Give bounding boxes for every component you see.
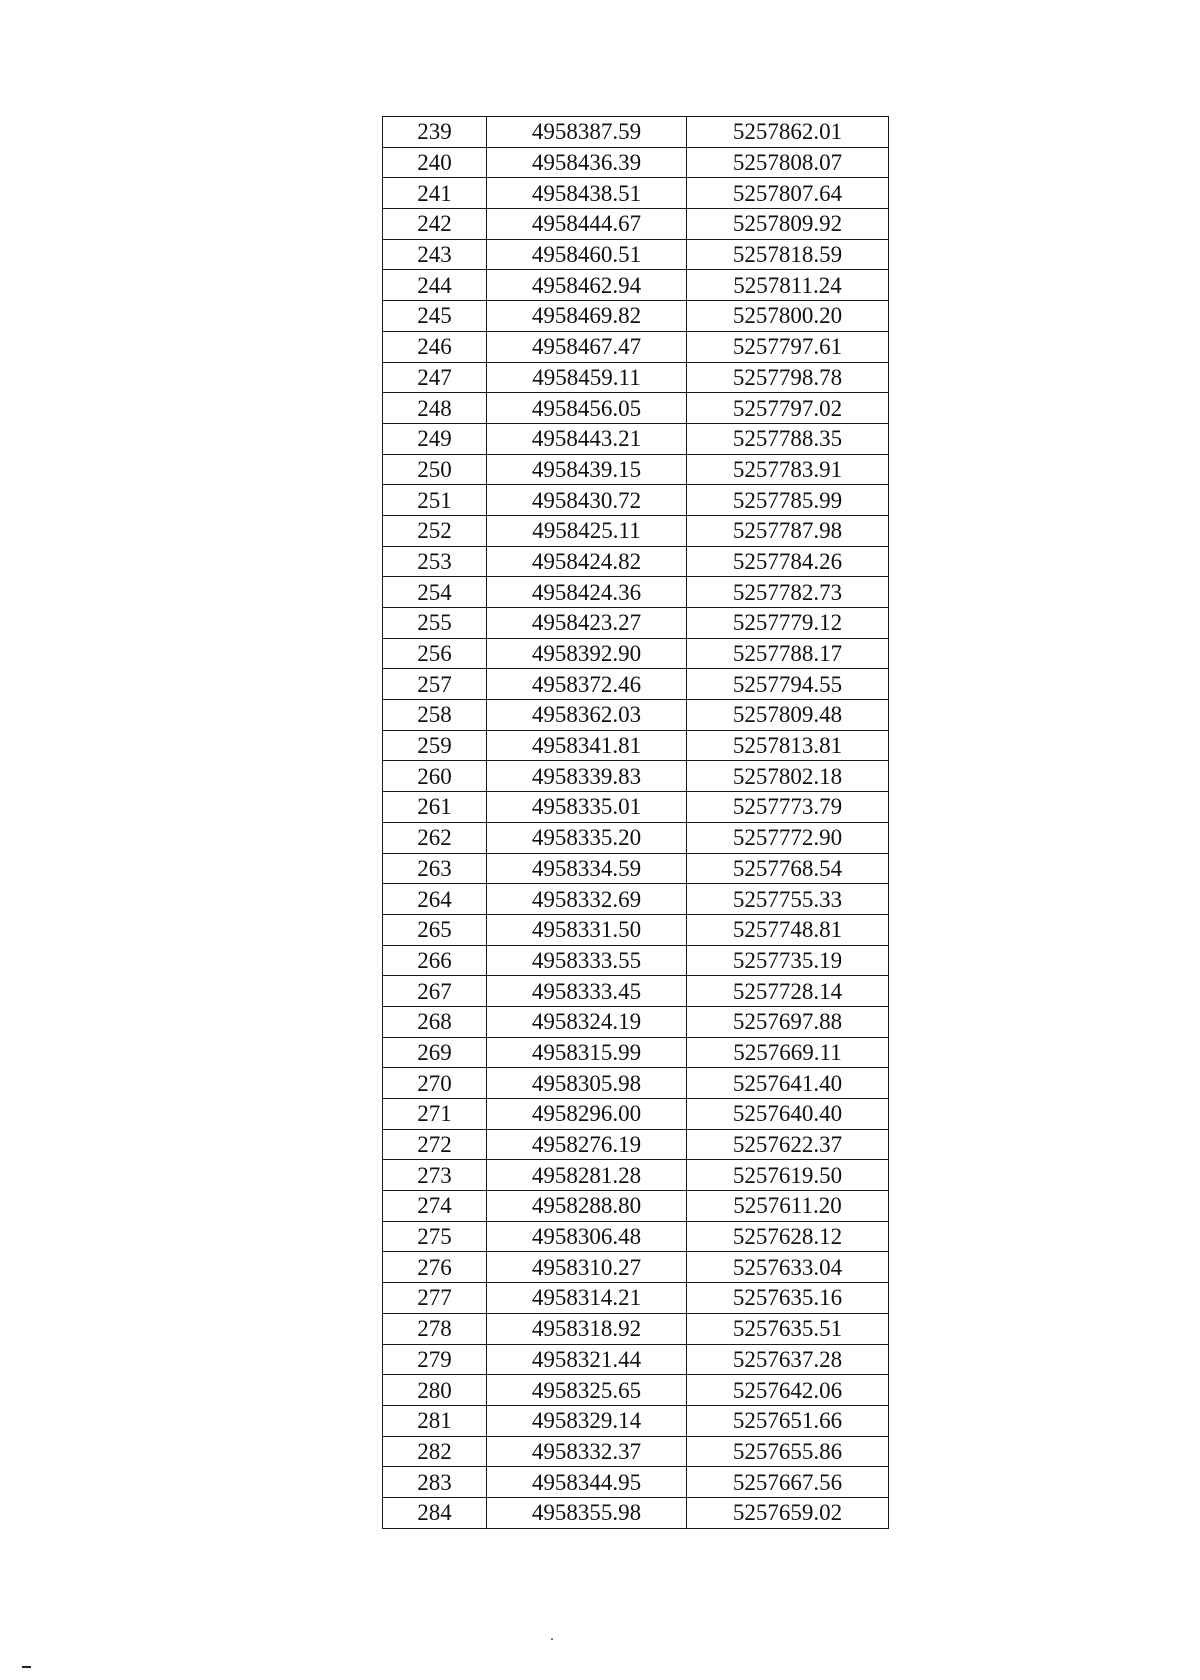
x-coordinate-cell: 4958333.55 (487, 945, 687, 976)
y-coordinate-cell: 5257784.26 (687, 546, 889, 577)
table-row (383, 546, 889, 577)
y-coordinate-cell: 5257640.40 (687, 1099, 889, 1130)
y-coordinate-cell: 5257628.12 (687, 1221, 889, 1252)
x-coordinate-cell: 4958467.47 (487, 331, 687, 362)
table-row (383, 239, 889, 270)
point-number-cell: 263 (383, 853, 487, 884)
point-number-cell: 284 (383, 1497, 487, 1528)
point-number-cell: 256 (383, 638, 487, 669)
point-number-cell: 269 (383, 1037, 487, 1068)
table-row (383, 1375, 889, 1406)
x-coordinate-cell: 4958339.83 (487, 761, 687, 792)
y-coordinate-cell: 5257798.78 (687, 362, 889, 393)
y-coordinate-cell: 5257622.37 (687, 1129, 889, 1160)
x-coordinate-cell: 4958329.14 (487, 1405, 687, 1436)
point-number-cell: 244 (383, 270, 487, 301)
point-number-cell: 270 (383, 1068, 487, 1099)
y-coordinate-cell: 5257813.81 (687, 730, 889, 761)
x-coordinate-cell: 4958334.59 (487, 853, 687, 884)
x-coordinate-cell: 4958314.21 (487, 1283, 687, 1314)
y-coordinate-cell: 5257818.59 (687, 239, 889, 270)
x-coordinate-cell: 4958462.94 (487, 270, 687, 301)
table-row (383, 884, 889, 915)
point-number-cell: 265 (383, 914, 487, 945)
x-coordinate-cell: 4958423.27 (487, 608, 687, 639)
table-row (383, 853, 889, 884)
table-row (383, 945, 889, 976)
table-row (383, 1129, 889, 1160)
point-number-cell: 271 (383, 1099, 487, 1130)
table-row (383, 792, 889, 823)
table-row (383, 423, 889, 454)
x-coordinate-cell: 4958443.21 (487, 423, 687, 454)
point-number-cell: 264 (383, 884, 487, 915)
table-row (383, 1221, 889, 1252)
y-coordinate-cell: 5257802.18 (687, 761, 889, 792)
point-number-cell: 283 (383, 1467, 487, 1498)
y-coordinate-cell: 5257651.66 (687, 1405, 889, 1436)
y-coordinate-cell: 5257800.20 (687, 301, 889, 332)
table-row (383, 485, 889, 516)
x-coordinate-cell: 4958310.27 (487, 1252, 687, 1283)
y-coordinate-cell: 5257669.11 (687, 1037, 889, 1068)
table-row (383, 669, 889, 700)
y-coordinate-cell: 5257788.17 (687, 638, 889, 669)
point-number-cell: 250 (383, 454, 487, 485)
point-number-cell: 246 (383, 331, 487, 362)
y-coordinate-cell: 5257637.28 (687, 1344, 889, 1375)
table-row (383, 1191, 889, 1222)
y-coordinate-cell: 5257794.55 (687, 669, 889, 700)
y-coordinate-cell: 5257619.50 (687, 1160, 889, 1191)
x-coordinate-cell: 4958306.48 (487, 1221, 687, 1252)
x-coordinate-cell: 4958296.00 (487, 1099, 687, 1130)
x-coordinate-cell: 4958439.15 (487, 454, 687, 485)
table-row (383, 976, 889, 1007)
point-number-cell: 252 (383, 515, 487, 546)
y-coordinate-cell: 5257782.73 (687, 577, 889, 608)
x-coordinate-cell: 4958469.82 (487, 301, 687, 332)
point-number-cell: 253 (383, 546, 487, 577)
point-number-cell: 259 (383, 730, 487, 761)
x-coordinate-cell: 4958460.51 (487, 239, 687, 270)
x-coordinate-cell: 4958344.95 (487, 1467, 687, 1498)
y-coordinate-cell: 5257807.64 (687, 178, 889, 209)
y-coordinate-cell: 5257748.81 (687, 914, 889, 945)
x-coordinate-cell: 4958355.98 (487, 1497, 687, 1528)
y-coordinate-cell: 5257728.14 (687, 976, 889, 1007)
x-coordinate-cell: 4958335.01 (487, 792, 687, 823)
table-row (383, 1252, 889, 1283)
table-row (383, 1405, 889, 1436)
page-dot-mark (551, 1638, 553, 1640)
table-row (383, 1099, 889, 1130)
y-coordinate-cell: 5257735.19 (687, 945, 889, 976)
x-coordinate-cell: 4958315.99 (487, 1037, 687, 1068)
y-coordinate-cell: 5257779.12 (687, 608, 889, 639)
y-coordinate-cell: 5257809.48 (687, 700, 889, 731)
x-coordinate-cell: 4958372.46 (487, 669, 687, 700)
x-coordinate-cell: 4958438.51 (487, 178, 687, 209)
table-row (383, 147, 889, 178)
point-number-cell: 257 (383, 669, 487, 700)
table-row (383, 822, 889, 853)
y-coordinate-cell: 5257697.88 (687, 1006, 889, 1037)
table-row (383, 117, 889, 148)
table-row (383, 1068, 889, 1099)
point-number-cell: 258 (383, 700, 487, 731)
table-row (383, 1283, 889, 1314)
table-row (383, 331, 889, 362)
y-coordinate-cell: 5257797.02 (687, 393, 889, 424)
x-coordinate-cell: 4958332.69 (487, 884, 687, 915)
x-coordinate-cell: 4958321.44 (487, 1344, 687, 1375)
table-row (383, 1467, 889, 1498)
table-row (383, 608, 889, 639)
coordinates-table (382, 116, 889, 1529)
x-coordinate-cell: 4958331.50 (487, 914, 687, 945)
x-coordinate-cell: 4958341.81 (487, 730, 687, 761)
y-coordinate-cell: 5257773.79 (687, 792, 889, 823)
x-coordinate-cell: 4958424.36 (487, 577, 687, 608)
y-coordinate-cell: 5257641.40 (687, 1068, 889, 1099)
y-coordinate-cell: 5257785.99 (687, 485, 889, 516)
point-number-cell: 277 (383, 1283, 487, 1314)
page-dash-mark (22, 1666, 31, 1668)
point-number-cell: 278 (383, 1313, 487, 1344)
x-coordinate-cell: 4958288.80 (487, 1191, 687, 1222)
x-coordinate-cell: 4958324.19 (487, 1006, 687, 1037)
point-number-cell: 275 (383, 1221, 487, 1252)
x-coordinate-cell: 4958392.90 (487, 638, 687, 669)
point-number-cell: 243 (383, 239, 487, 270)
table-row (383, 515, 889, 546)
x-coordinate-cell: 4958425.11 (487, 515, 687, 546)
x-coordinate-cell: 4958276.19 (487, 1129, 687, 1160)
y-coordinate-cell: 5257862.01 (687, 117, 889, 148)
x-coordinate-cell: 4958332.37 (487, 1436, 687, 1467)
y-coordinate-cell: 5257768.54 (687, 853, 889, 884)
point-number-cell: 239 (383, 117, 487, 148)
point-number-cell: 267 (383, 976, 487, 1007)
y-coordinate-cell: 5257635.51 (687, 1313, 889, 1344)
x-coordinate-cell: 4958444.67 (487, 209, 687, 240)
y-coordinate-cell: 5257788.35 (687, 423, 889, 454)
point-number-cell: 240 (383, 147, 487, 178)
table-row (383, 1006, 889, 1037)
x-coordinate-cell: 4958333.45 (487, 976, 687, 1007)
point-number-cell: 282 (383, 1436, 487, 1467)
point-number-cell: 241 (383, 178, 487, 209)
table-row (383, 454, 889, 485)
x-coordinate-cell: 4958305.98 (487, 1068, 687, 1099)
table-row (383, 362, 889, 393)
x-coordinate-cell: 4958436.39 (487, 147, 687, 178)
point-number-cell: 281 (383, 1405, 487, 1436)
coordinates-table-body (383, 117, 889, 1529)
point-number-cell: 262 (383, 822, 487, 853)
point-number-cell: 279 (383, 1344, 487, 1375)
table-row (383, 730, 889, 761)
x-coordinate-cell: 4958387.59 (487, 117, 687, 148)
point-number-cell: 266 (383, 945, 487, 976)
table-row (383, 178, 889, 209)
point-number-cell: 251 (383, 485, 487, 516)
y-coordinate-cell: 5257787.98 (687, 515, 889, 546)
x-coordinate-cell: 4958459.11 (487, 362, 687, 393)
x-coordinate-cell: 4958335.20 (487, 822, 687, 853)
y-coordinate-cell: 5257809.92 (687, 209, 889, 240)
x-coordinate-cell: 4958424.82 (487, 546, 687, 577)
point-number-cell: 280 (383, 1375, 487, 1406)
table-row (383, 577, 889, 608)
y-coordinate-cell: 5257755.33 (687, 884, 889, 915)
point-number-cell: 247 (383, 362, 487, 393)
point-number-cell: 272 (383, 1129, 487, 1160)
table-row (383, 914, 889, 945)
point-number-cell: 254 (383, 577, 487, 608)
point-number-cell: 260 (383, 761, 487, 792)
table-row (383, 209, 889, 240)
table-row (383, 638, 889, 669)
x-coordinate-cell: 4958430.72 (487, 485, 687, 516)
point-number-cell: 248 (383, 393, 487, 424)
table-row (383, 1313, 889, 1344)
point-number-cell: 276 (383, 1252, 487, 1283)
y-coordinate-cell: 5257655.86 (687, 1436, 889, 1467)
x-coordinate-cell: 4958325.65 (487, 1375, 687, 1406)
y-coordinate-cell: 5257808.07 (687, 147, 889, 178)
y-coordinate-cell: 5257633.04 (687, 1252, 889, 1283)
y-coordinate-cell: 5257772.90 (687, 822, 889, 853)
x-coordinate-cell: 4958362.03 (487, 700, 687, 731)
y-coordinate-cell: 5257667.56 (687, 1467, 889, 1498)
table-row (383, 761, 889, 792)
y-coordinate-cell: 5257797.61 (687, 331, 889, 362)
point-number-cell: 242 (383, 209, 487, 240)
point-number-cell: 245 (383, 301, 487, 332)
y-coordinate-cell: 5257659.02 (687, 1497, 889, 1528)
table-row (383, 1160, 889, 1191)
table-row (383, 700, 889, 731)
table-row (383, 1497, 889, 1528)
point-number-cell: 274 (383, 1191, 487, 1222)
y-coordinate-cell: 5257811.24 (687, 270, 889, 301)
x-coordinate-cell: 4958456.05 (487, 393, 687, 424)
point-number-cell: 261 (383, 792, 487, 823)
table-row (383, 393, 889, 424)
table-row (383, 1436, 889, 1467)
x-coordinate-cell: 4958318.92 (487, 1313, 687, 1344)
table-row (383, 301, 889, 332)
x-coordinate-cell: 4958281.28 (487, 1160, 687, 1191)
point-number-cell: 273 (383, 1160, 487, 1191)
table-row (383, 1344, 889, 1375)
y-coordinate-cell: 5257783.91 (687, 454, 889, 485)
table-row (383, 270, 889, 301)
y-coordinate-cell: 5257635.16 (687, 1283, 889, 1314)
point-number-cell: 249 (383, 423, 487, 454)
y-coordinate-cell: 5257642.06 (687, 1375, 889, 1406)
y-coordinate-cell: 5257611.20 (687, 1191, 889, 1222)
point-number-cell: 268 (383, 1006, 487, 1037)
point-number-cell: 255 (383, 608, 487, 639)
table-row (383, 1037, 889, 1068)
